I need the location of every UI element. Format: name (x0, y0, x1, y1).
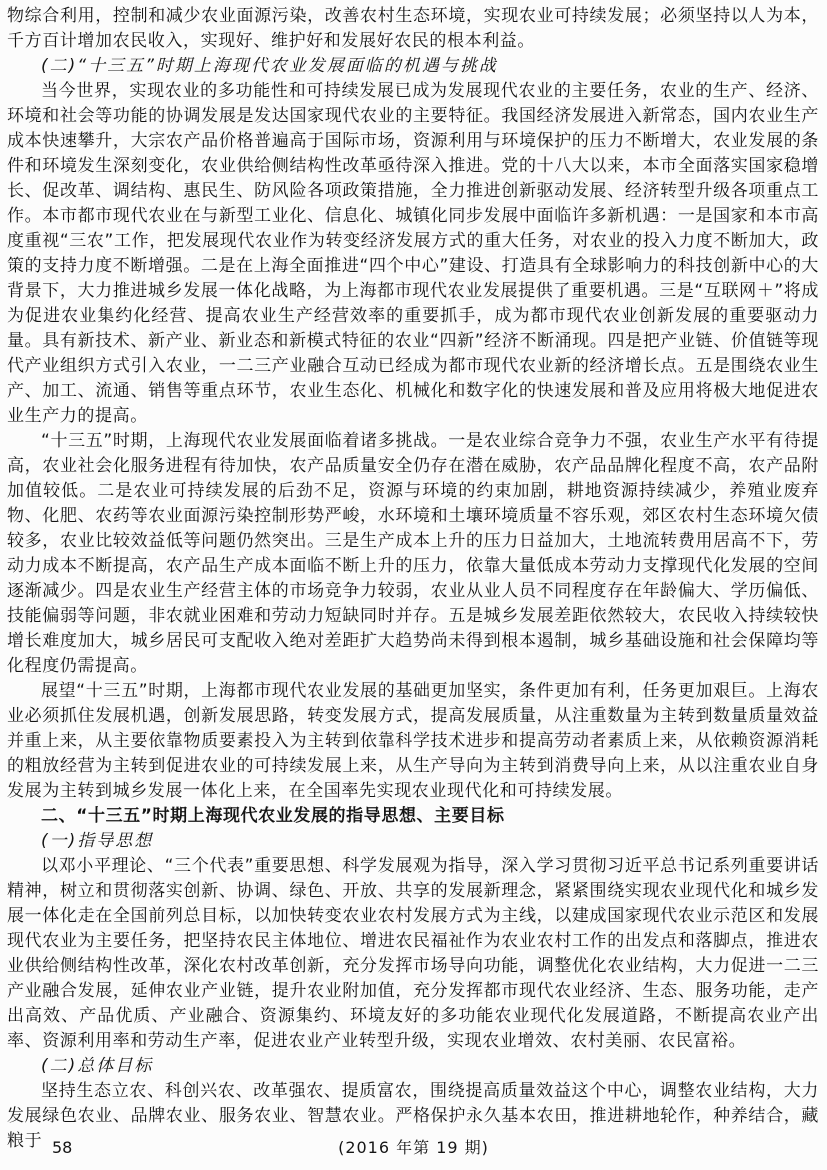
paragraph-challenges: “十三五”时期，上海现代农业发展面临着诸多挑战。一是农业综合竞争力不强，农业生产水平有待提高，农业社会化服务进程有待加快，农产品质量安全仍存在潜在威胁，农产品品牌化程度不高，农产品附加值较低。二是农业可持续发展的后劲不足，资源与环境的约束加剧，耕地资源持续减少，养殖业废弃物、化肥、农药等农业面源污染控制形势严峻，水环境和土壤环境质量不容乐观，郊区农村生态环境欠债较多，农业比较效益低等问题仍然突出。三是生产成本上升的压力日益加大，土地流转费用居高不下，劳动力成本不断提高，农产品生产成本面临不断上升的压力，依靠大量低成本劳动力支撑现代化发展的空间逐渐减少。四是农业生产经营主体的市场竞争力较弱，农业从业人员不同程度存在年龄偏大、学历偏低、技能偏弱等问题，非农就业困难和劳动力短缺同时并存。五是城乡发展差距依然较大，农民收入持续较快增长难度加大，城乡居民可支配收入绝对差距扩大趋势尚未得到根本遏制，城乡基础设施和社会保障均等化程度仍需提高。 (7, 431, 819, 676)
paragraph-opportunities: 当今世界，实现农业的多功能性和可持续发展已成为发展现代农业的主要任务，农业的生产、经济、环境和社会等功能的协调发展是发达国家现代农业的主要特征。我国经济发展进入新常态，国内农业生产成本快速攀升，大宗农产品价格普遍高于国际市场，资源利用与环境保护的压力不断增大，农业发展的条件和环境发生深刻变化，农业供给侧结构性改革亟待深入推进。党的十八大以来，本市全面落实国家稳增长、促改革、调结构、惠民生、防风险各项政策措施，全力推进创新驱动发展、经济转型升级各项重点工作。本市都市现代农业在与新型工业化、信息化、城镇化同步发展中面临许多新机遇：一是国家和本市高度重视“三农”工作，把发展现代农业作为转变经济发展方式的重大任务，对农业的投入力度不断加大，政策的支持力度不断增强。二是在上海全面推进“四个中心”建设、打造具有全球影响力的科技创新中心的大背景下，大力推进城乡发展一体化战略，为上海都市现代农业发展提供了重要机遇。三是“互联网＋”将成为促进农业集约化经营、提高农业生产经营效率的重要抓手，成为都市现代农业创新发展的重要驱动力量。具有新技术、新产业、新业态和新模式特征的农业“四新”经济不断涌现。四是把产业链、价值链等现代产业组织方式引入农业，一二三产业融合互动已经成为都市现代农业新的经济增长点。五是围绕农业生产、加工、流通、销售等重点环节，农业生态化、机械化和数字化的快速发展和普及应用将极大地促进农业生产力的提高。 (7, 81, 819, 426)
document-body (7, 4, 819, 1154)
paragraph-guiding-ideology: 以邓小平理论、“三个代表”重要思想、科学发展观为指导，深入学习贯彻习近平总书记系列重要讲话精神，树立和贯彻落实创新、协调、绿色、开放、共享的发展新理念，紧紧围绕实现农业现代化和城乡发展一体化走在全国前列总目标，以加快转变农业农村发展方式为主线，以建成国家现代农业示范区和发展现代农业为主要任务，把坚持农民主体地位、增进农民福祉作为农业农村工作的出发点和落脚点，推进农业供给侧结构性改革，深化农村改革创新，充分发挥市场导向功能，调整优化农业结构，大力促进一二三产业融合发展，延伸农业产业链，提升农业附加值，充分发挥都市现代农业经济、生态、服务功能，走产出高效、产品优质、产业融合、资源集约、环境友好的多功能农业现代化发展道路，不断提高农业产出率、资源利用率和劳动生产率，促进农业产业转型升级，实现农业增效、农村美丽、农民富裕。 (7, 856, 819, 1051)
subsection-heading-guiding-ideology: (一)指导思想 (41, 831, 154, 851)
issue-label: (2016 年第 19 期) (338, 1138, 489, 1157)
paragraph-overall-goals: 坚持生态立农、科创兴农、改革强农、提质富农，围绕提高质量效益这个中心，调整农业结构，大力发展绿色农业、品牌农业、服务农业、智慧农业。严格保护永久基本农田，推进耕地轮作，种养结合，藏粮于 (7, 1081, 819, 1151)
subsection-heading-opportunities-challenges: (二)“十三五”时期上海现代农业发展面临的机遇与挑战 (41, 56, 498, 76)
section-heading-guiding-ideology-goals: 二、“十三五”时期上海现代农业发展的指导思想、主要目标 (41, 806, 505, 826)
page-number: 58 (52, 1138, 73, 1157)
paragraph-continuation: 物综合利用，控制和减少农业面源污染，改善农村生态环境，实现农业可持续发展；必须坚持以人为本，千方百计增加农民收入，实现好、维护好和发展好农民的根本利益。 (7, 6, 819, 51)
subsection-heading-overall-goals: (二)总体目标 (41, 1056, 154, 1076)
paragraph-outlook: 展望“十三五”时期，上海都市现代农业发展的基础更加坚实，条件更加有利，任务更加艰巨。上海农业必须抓住发展机遇，创新发展思路，转变发展方式，提高发展质量，从注重数量为主转到数量质量效益并重上来，从主要依靠物质要素投入为主转到依靠科学技术进步和提高劳动者素质上来，从依赖资源消耗的粗放经营为主转到促进农业的可持续发展上来，从生产导向为主转到消费导向上来，从以注重农业自身发展为主转到城乡发展一体化上来，在全国率先实现农业现代化和可持续发展。 (7, 681, 819, 801)
page-footer (0, 1135, 827, 1160)
